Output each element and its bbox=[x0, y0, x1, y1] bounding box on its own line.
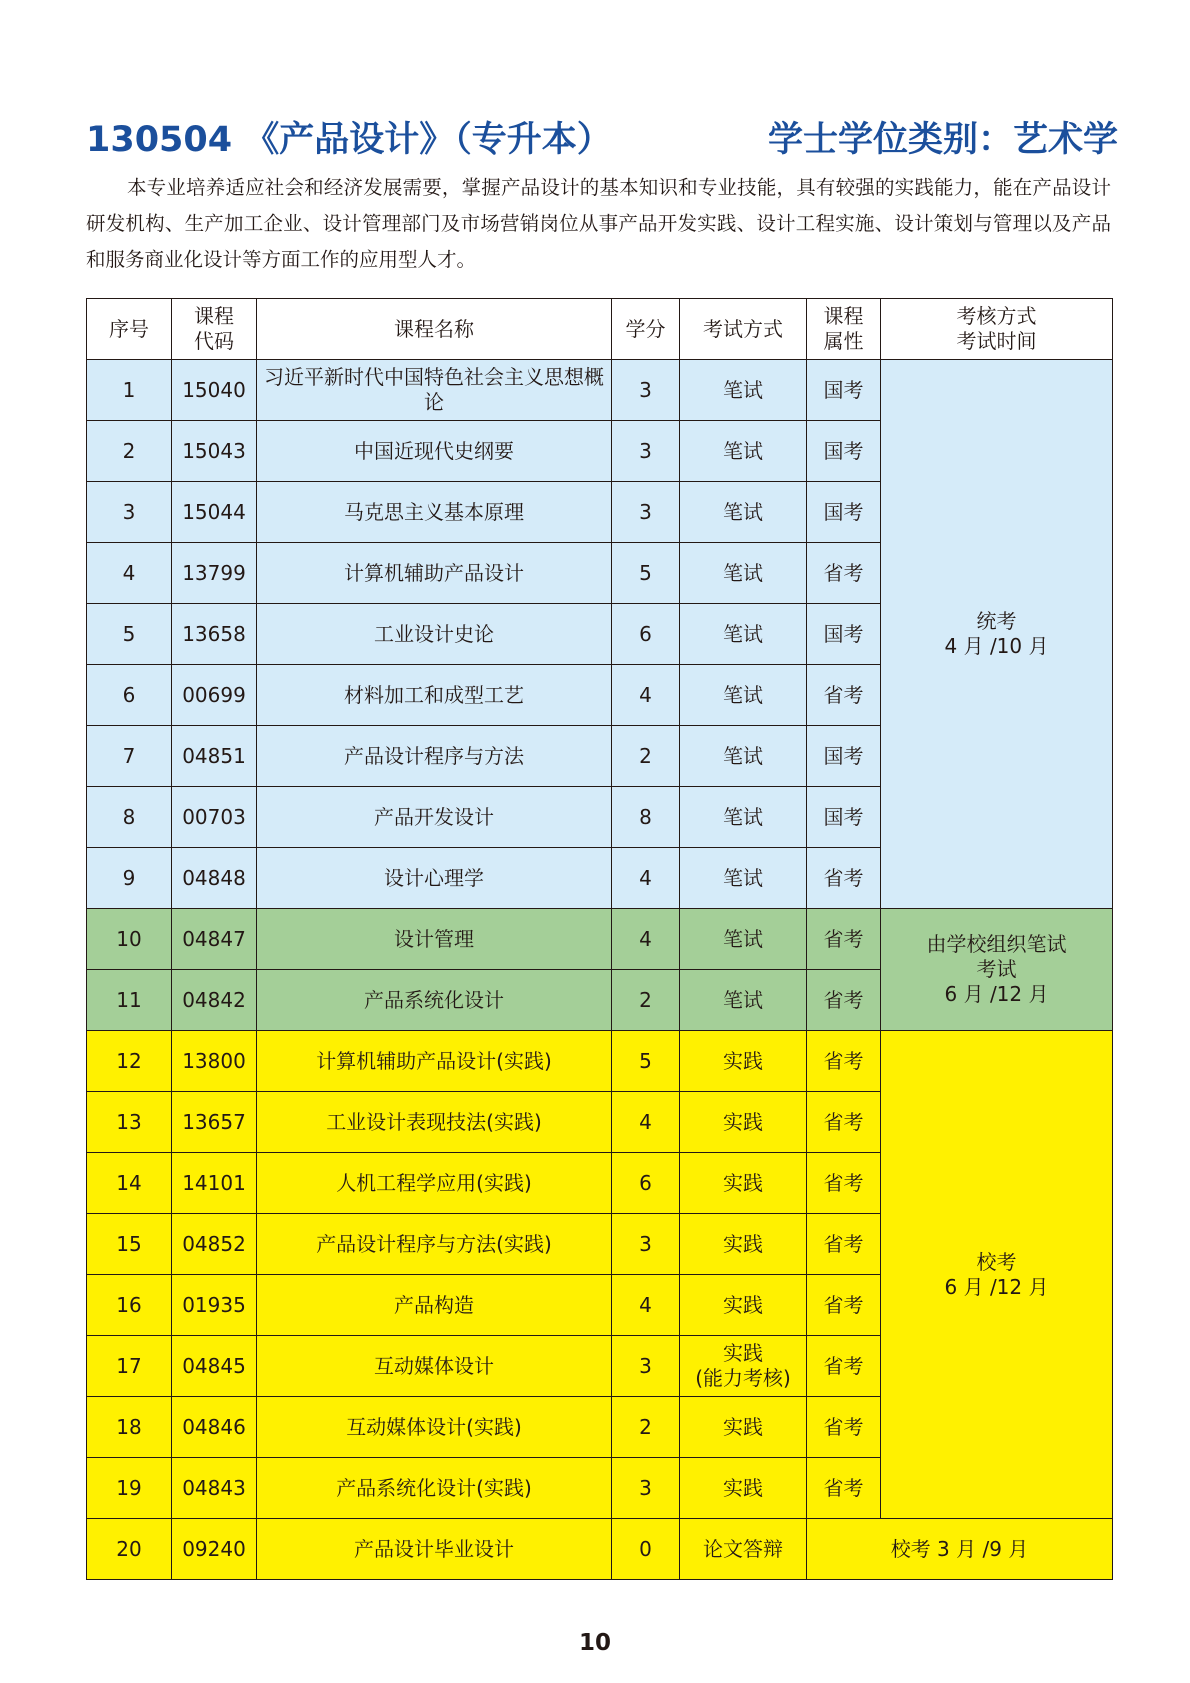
cell-code: 04845 bbox=[172, 1336, 257, 1397]
cell-assess-school-written: 由学校组织笔试 考试 6 月 /12 月 bbox=[881, 909, 1113, 1031]
cell-code: 04842 bbox=[172, 970, 257, 1031]
cell-code: 04843 bbox=[172, 1458, 257, 1519]
cell-name: 工业设计表现技法(实践) bbox=[257, 1092, 612, 1153]
cell-code: 13658 bbox=[172, 604, 257, 665]
degree-category: 学士学位类别：艺术学 bbox=[768, 120, 1119, 160]
cell-attr: 省考 bbox=[807, 848, 881, 909]
cell-name: 产品设计毕业设计 bbox=[257, 1519, 612, 1580]
cell-no: 8 bbox=[87, 787, 172, 848]
header-attr: 课程 属性 bbox=[807, 299, 881, 360]
cell-credit: 4 bbox=[612, 909, 680, 970]
cell-attr: 省考 bbox=[807, 1458, 881, 1519]
cell-credit: 3 bbox=[612, 421, 680, 482]
cell-attr: 省考 bbox=[807, 1092, 881, 1153]
cell-attr: 国考 bbox=[807, 421, 881, 482]
cell-name: 马克思主义基本原理 bbox=[257, 482, 612, 543]
cell-no: 9 bbox=[87, 848, 172, 909]
cell-method: 实践 bbox=[680, 1092, 807, 1153]
cell-no: 5 bbox=[87, 604, 172, 665]
cell-name: 习近平新时代中国特色社会主义思想概 论 bbox=[257, 360, 612, 421]
table-header-row bbox=[87, 299, 1113, 360]
cell-method: 实践 bbox=[680, 1458, 807, 1519]
cell-credit: 8 bbox=[612, 787, 680, 848]
cell-credit: 6 bbox=[612, 1153, 680, 1214]
cell-name: 设计心理学 bbox=[257, 848, 612, 909]
cell-credit: 3 bbox=[612, 360, 680, 421]
cell-name: 产品开发设计 bbox=[257, 787, 612, 848]
cell-attr: 省考 bbox=[807, 1214, 881, 1275]
cell-no: 19 bbox=[87, 1458, 172, 1519]
cell-code: 15043 bbox=[172, 421, 257, 482]
cell-no: 6 bbox=[87, 665, 172, 726]
cell-credit: 5 bbox=[612, 543, 680, 604]
cell-method: 笔试 bbox=[680, 726, 807, 787]
cell-method: 笔试 bbox=[680, 604, 807, 665]
cell-name: 产品系统化设计 bbox=[257, 970, 612, 1031]
cell-attr: 国考 bbox=[807, 482, 881, 543]
cell-code: 14101 bbox=[172, 1153, 257, 1214]
cell-code: 00699 bbox=[172, 665, 257, 726]
cell-credit: 2 bbox=[612, 970, 680, 1031]
page-title bbox=[86, 108, 1119, 160]
cell-name: 设计管理 bbox=[257, 909, 612, 970]
cell-credit: 2 bbox=[612, 726, 680, 787]
cell-method: 笔试 bbox=[680, 909, 807, 970]
intro-paragraph: 本专业培养适应社会和经济发展需要，掌握产品设计的基本知识和专业技能，具有较强的实践能力，能在产品设计研发机构、生产加工企业、设计管理部门及市场营销岗位从事产品开发实践、设计工程实施、设计策划与管理以及产品和服务商业化设计等方面工作的应用型人才。 bbox=[86, 176, 1111, 271]
cell-assess-school: 校考 6 月 /12 月 bbox=[881, 1031, 1113, 1519]
course-table bbox=[86, 298, 1113, 1580]
cell-credit: 3 bbox=[612, 1214, 680, 1275]
cell-attr: 国考 bbox=[807, 787, 881, 848]
cell-attr: 省考 bbox=[807, 543, 881, 604]
cell-code: 04848 bbox=[172, 848, 257, 909]
cell-attr: 省考 bbox=[807, 909, 881, 970]
cell-attr: 省考 bbox=[807, 1336, 881, 1397]
header-method: 考试方式 bbox=[680, 299, 807, 360]
cell-name: 产品设计程序与方法(实践) bbox=[257, 1214, 612, 1275]
header-assess: 考核方式 考试时间 bbox=[881, 299, 1113, 360]
cell-code: 01935 bbox=[172, 1275, 257, 1336]
cell-code: 04846 bbox=[172, 1397, 257, 1458]
cell-attr: 省考 bbox=[807, 1397, 881, 1458]
cell-no: 13 bbox=[87, 1092, 172, 1153]
cell-attr: 国考 bbox=[807, 726, 881, 787]
cell-attr: 国考 bbox=[807, 604, 881, 665]
page-number: 10 bbox=[578, 1630, 611, 1656]
cell-credit: 2 bbox=[612, 1397, 680, 1458]
cell-name: 中国近现代史纲要 bbox=[257, 421, 612, 482]
header-code: 课程 代码 bbox=[172, 299, 257, 360]
cell-credit: 4 bbox=[612, 1275, 680, 1336]
cell-method: 笔试 bbox=[680, 421, 807, 482]
cell-method: 笔试 bbox=[680, 970, 807, 1031]
header-no: 序号 bbox=[87, 299, 172, 360]
cell-method: 笔试 bbox=[680, 665, 807, 726]
cell-credit: 6 bbox=[612, 604, 680, 665]
cell-method: 笔试 bbox=[680, 543, 807, 604]
cell-code: 04852 bbox=[172, 1214, 257, 1275]
cell-no: 18 bbox=[87, 1397, 172, 1458]
cell-no: 3 bbox=[87, 482, 172, 543]
cell-method: 笔试 bbox=[680, 482, 807, 543]
cell-name: 人机工程学应用(实践) bbox=[257, 1153, 612, 1214]
cell-method: 实践 bbox=[680, 1153, 807, 1214]
table-row bbox=[87, 909, 1113, 970]
cell-name: 计算机辅助产品设计(实践) bbox=[257, 1031, 612, 1092]
cell-method: 实践 bbox=[680, 1275, 807, 1336]
cell-no: 4 bbox=[87, 543, 172, 604]
cell-name: 产品系统化设计(实践) bbox=[257, 1458, 612, 1519]
cell-name: 互动媒体设计(实践) bbox=[257, 1397, 612, 1458]
cell-code: 13799 bbox=[172, 543, 257, 604]
cell-method: 实践 bbox=[680, 1397, 807, 1458]
cell-attr: 省考 bbox=[807, 970, 881, 1031]
cell-credit: 4 bbox=[612, 665, 680, 726]
cell-code: 15044 bbox=[172, 482, 257, 543]
cell-code: 09240 bbox=[172, 1519, 257, 1580]
table-row bbox=[87, 360, 1113, 421]
cell-attr: 省考 bbox=[807, 665, 881, 726]
cell-no: 7 bbox=[87, 726, 172, 787]
cell-code: 04851 bbox=[172, 726, 257, 787]
cell-name: 互动媒体设计 bbox=[257, 1336, 612, 1397]
cell-credit: 5 bbox=[612, 1031, 680, 1092]
cell-name: 材料加工和成型工艺 bbox=[257, 665, 612, 726]
cell-credit: 3 bbox=[612, 1458, 680, 1519]
cell-credit: 4 bbox=[612, 848, 680, 909]
header-name: 课程名称 bbox=[257, 299, 612, 360]
cell-no: 12 bbox=[87, 1031, 172, 1092]
major-title: 130504 《产品设计》（专升本） bbox=[86, 120, 612, 160]
cell-attr: 国考 bbox=[807, 360, 881, 421]
cell-method: 实践 (能力考核) bbox=[680, 1336, 807, 1397]
cell-code: 04847 bbox=[172, 909, 257, 970]
cell-credit: 3 bbox=[612, 482, 680, 543]
cell-attr-assess: 校考 3 月 /9 月 bbox=[807, 1519, 1113, 1580]
cell-no: 15 bbox=[87, 1214, 172, 1275]
cell-method: 笔试 bbox=[680, 848, 807, 909]
major-description bbox=[86, 170, 1111, 278]
cell-no: 11 bbox=[87, 970, 172, 1031]
cell-attr: 省考 bbox=[807, 1275, 881, 1336]
cell-credit: 4 bbox=[612, 1092, 680, 1153]
cell-no: 20 bbox=[87, 1519, 172, 1580]
cell-no: 16 bbox=[87, 1275, 172, 1336]
cell-name: 工业设计史论 bbox=[257, 604, 612, 665]
cell-code: 15040 bbox=[172, 360, 257, 421]
cell-method: 笔试 bbox=[680, 360, 807, 421]
cell-no: 2 bbox=[87, 421, 172, 482]
table-row bbox=[87, 1031, 1113, 1092]
cell-no: 10 bbox=[87, 909, 172, 970]
cell-method: 笔试 bbox=[680, 787, 807, 848]
cell-credit: 0 bbox=[612, 1519, 680, 1580]
header-credit: 学分 bbox=[612, 299, 680, 360]
cell-code: 13800 bbox=[172, 1031, 257, 1092]
cell-method: 实践 bbox=[680, 1031, 807, 1092]
cell-code: 13657 bbox=[172, 1092, 257, 1153]
cell-attr: 省考 bbox=[807, 1031, 881, 1092]
cell-method: 论文答辩 bbox=[680, 1519, 807, 1580]
cell-no: 17 bbox=[87, 1336, 172, 1397]
cell-name: 计算机辅助产品设计 bbox=[257, 543, 612, 604]
cell-name: 产品设计程序与方法 bbox=[257, 726, 612, 787]
cell-credit: 3 bbox=[612, 1336, 680, 1397]
cell-no: 1 bbox=[87, 360, 172, 421]
table-row bbox=[87, 1519, 1113, 1580]
cell-method: 实践 bbox=[680, 1214, 807, 1275]
cell-attr: 省考 bbox=[807, 1153, 881, 1214]
cell-assess-unified: 统考 4 月 /10 月 bbox=[881, 360, 1113, 909]
cell-no: 14 bbox=[87, 1153, 172, 1214]
cell-name: 产品构造 bbox=[257, 1275, 612, 1336]
cell-code: 00703 bbox=[172, 787, 257, 848]
